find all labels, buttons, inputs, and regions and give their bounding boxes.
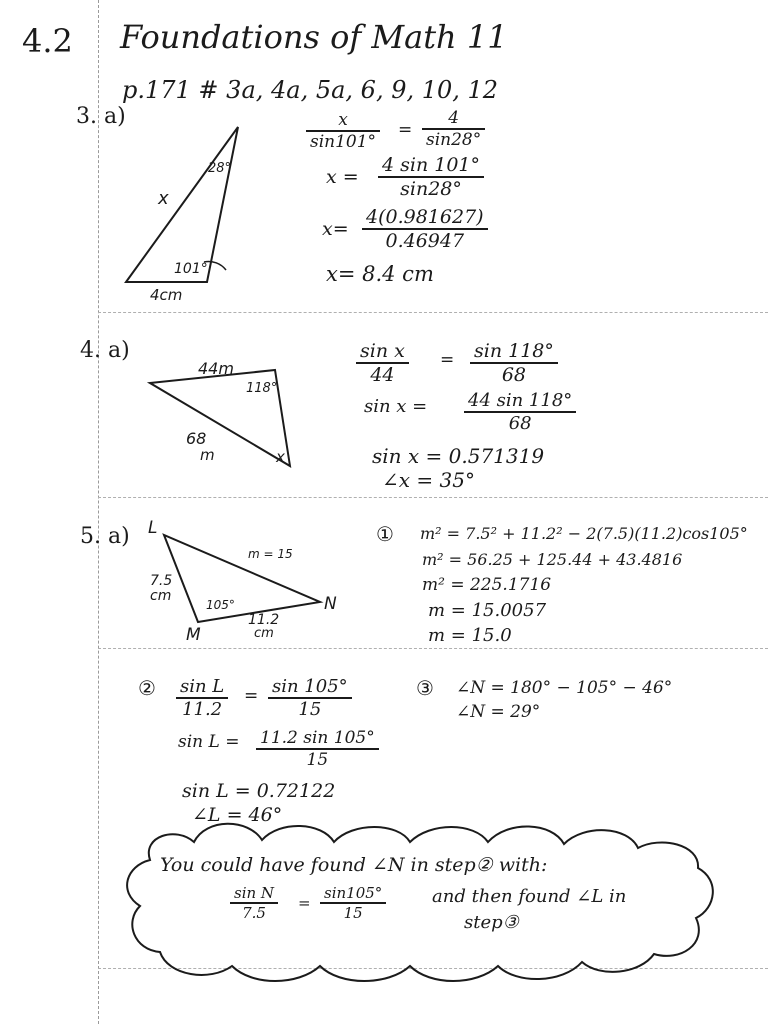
equation: sin x = (364, 396, 428, 417)
numerator: sin105° (320, 884, 386, 904)
denominator: sin28° (426, 130, 482, 150)
equation-line: m = 15.0 (428, 625, 512, 646)
question-4-label: 4. a) (80, 338, 130, 363)
step-3-marker: ③ (416, 676, 434, 700)
side-label: m = 15 (248, 547, 293, 561)
numerator: 4 sin 101° (378, 154, 484, 178)
answer: ∠L = 46° (192, 804, 283, 826)
numerator: 44 sin 118° (464, 390, 576, 413)
side-label: 44m (198, 359, 234, 378)
angle-label: x (276, 448, 285, 466)
equation: sin L = 0.72122 (182, 780, 336, 802)
numerator: x (306, 110, 380, 132)
step-1-marker: ① (376, 522, 394, 546)
side-label: m (200, 446, 215, 464)
equals-sign: = (398, 120, 413, 140)
answer: ∠x = 35° (382, 468, 475, 492)
equals-sign: = (440, 350, 455, 370)
note-text: You could have found ∠N in step② with: (160, 854, 548, 876)
angle-label: 118° (246, 381, 278, 396)
page-title: Foundations of Math 11 (120, 18, 508, 56)
numerator: 11.2 sin 105° (256, 728, 379, 750)
numerator: 4 (422, 108, 485, 130)
step-2-marker: ② (138, 676, 156, 700)
numerator: sin 118° (470, 340, 558, 364)
equation-line: m² = 7.5² + 11.2² − 2(7.5)(11.2)cos105° (420, 524, 748, 543)
denominator: 11.2 (182, 699, 223, 720)
note-text: step③ (464, 912, 519, 933)
question-5-label: 5. a) (80, 524, 130, 549)
equals-sign: = (244, 686, 259, 706)
equation-line: m = 15.0057 (428, 600, 547, 621)
equation: ∠N = 180° − 105° − 46° (456, 678, 673, 698)
note-text: and then found ∠L in (432, 886, 627, 907)
denominator: 15 (298, 699, 322, 720)
denominator: sin28° (400, 178, 462, 200)
equation-line: m² = 225.1716 (422, 575, 552, 595)
side-label: x (158, 188, 169, 209)
numerator: sin x (356, 340, 409, 364)
equation-line: m² = 56.25 + 125.44 + 43.4816 (422, 550, 683, 569)
denominator: sin101° (310, 132, 377, 152)
equation: sin x = 0.571319 (372, 444, 545, 468)
question-3-label: 3. a) (76, 104, 126, 129)
denominator: 0.46947 (385, 230, 465, 252)
numerator: sin L (176, 676, 228, 699)
angle-label: 105° (206, 598, 235, 612)
denominator: 68 (508, 413, 532, 434)
assignment-list: p.171 # 3a, 4a, 5a, 6, 9, 10, 12 (122, 76, 499, 104)
equation: sin L = (178, 732, 240, 752)
equation: x= (322, 218, 349, 240)
equals-sign: = (298, 894, 311, 912)
equation (320, 884, 386, 922)
numerator: sin 105° (268, 676, 352, 699)
denominator: 15 (343, 904, 363, 922)
numerator: sin N (230, 884, 278, 904)
answer: ∠N = 29° (456, 702, 541, 722)
angle-label: 28° (208, 161, 232, 176)
answer: x= 8.4 cm (326, 262, 434, 286)
denominator: 68 (501, 364, 527, 386)
vertex-label: M (186, 625, 201, 645)
angle-label: 101° (174, 261, 208, 277)
equation (230, 884, 278, 922)
side-label: cm (150, 588, 172, 604)
side-label: 11.2 (248, 612, 280, 628)
section-number: 4.2 (22, 22, 73, 60)
side-label: 68 (186, 429, 207, 448)
side-label: 7.5 (150, 573, 173, 589)
vertex-label: N (324, 594, 337, 614)
denominator: 15 (306, 750, 329, 770)
equation: x = (326, 166, 359, 188)
vertex-label: L (148, 518, 158, 538)
side-label: cm (254, 626, 274, 641)
side-label: 4cm (150, 286, 183, 304)
denominator: 44 (370, 364, 395, 386)
numerator: 4(0.981627) (362, 206, 488, 230)
denominator: 7.5 (242, 904, 266, 922)
